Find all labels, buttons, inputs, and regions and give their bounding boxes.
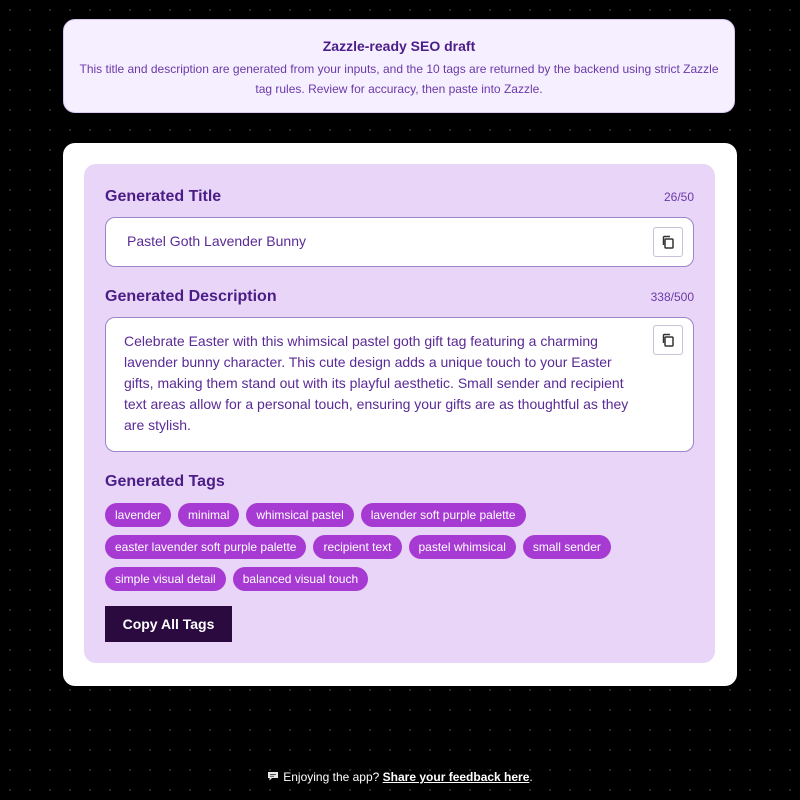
tag-chip[interactable]: lavender soft purple palette — [361, 503, 526, 527]
tag-chip[interactable]: lavender — [105, 503, 171, 527]
tag-chip[interactable]: simple visual detail — [105, 567, 226, 591]
generated-description-label: Generated Description — [105, 288, 277, 305]
footer-text: Enjoying the app? — [283, 770, 380, 784]
generated-tags-label: Generated Tags — [105, 473, 225, 490]
description-section-header — [105, 288, 694, 306]
copy-icon — [661, 333, 675, 347]
tag-chip[interactable]: balanced visual touch — [233, 567, 368, 591]
generated-description-text[interactable]: Celebrate Easter with this whimsical pastel goth gift tag featuring a charming lavender bunny character. This cute design adds a unique touch to your Easter gifts, making them stand out with its playful aesthetic. Small sender and recipient text areas allow for a personal touch, ensuring your gifts are as thoughtful as they are stylish. — [124, 333, 629, 433]
generated-description-field[interactable] — [105, 317, 694, 452]
tag-chip[interactable]: pastel whimsical — [409, 535, 516, 559]
footer-suffix: . — [529, 770, 533, 784]
tag-chip[interactable]: minimal — [178, 503, 239, 527]
tags-list — [105, 503, 665, 591]
feedback-link[interactable]: Share your feedback here — [382, 770, 530, 784]
generated-title-text[interactable]: Pastel Goth Lavender Bunny — [127, 233, 307, 249]
tag-chip[interactable]: easter lavender soft purple palette — [105, 535, 306, 559]
copy-all-tags-button[interactable]: Copy All Tags — [105, 606, 232, 642]
generated-title-label: Generated Title — [105, 188, 222, 205]
feedback-footer — [0, 770, 800, 784]
copy-icon — [661, 235, 675, 249]
copy-description-button[interactable] — [653, 325, 683, 355]
chat-bubble-icon — [267, 771, 279, 782]
banner-text: This title and description are generated from your inputs, and the 10 tags are returned by the backend using strict Zazzle tag rules. Review for accuracy, then paste into Zazzle. — [79, 62, 719, 96]
copy-title-button[interactable] — [653, 227, 683, 257]
tag-chip[interactable]: small sender — [523, 535, 611, 559]
seo-info-banner — [63, 19, 735, 113]
description-char-counter: 338/500 — [650, 290, 694, 304]
title-section-header — [105, 188, 694, 206]
tag-chip[interactable]: recipient text — [313, 535, 401, 559]
banner-title: Zazzle-ready SEO draft — [322, 38, 476, 54]
generated-title-field[interactable] — [105, 217, 694, 267]
results-card — [63, 143, 737, 686]
title-char-counter: 26/50 — [663, 190, 694, 204]
tag-chip[interactable]: whimsical pastel — [246, 503, 353, 527]
results-panel — [84, 164, 715, 663]
